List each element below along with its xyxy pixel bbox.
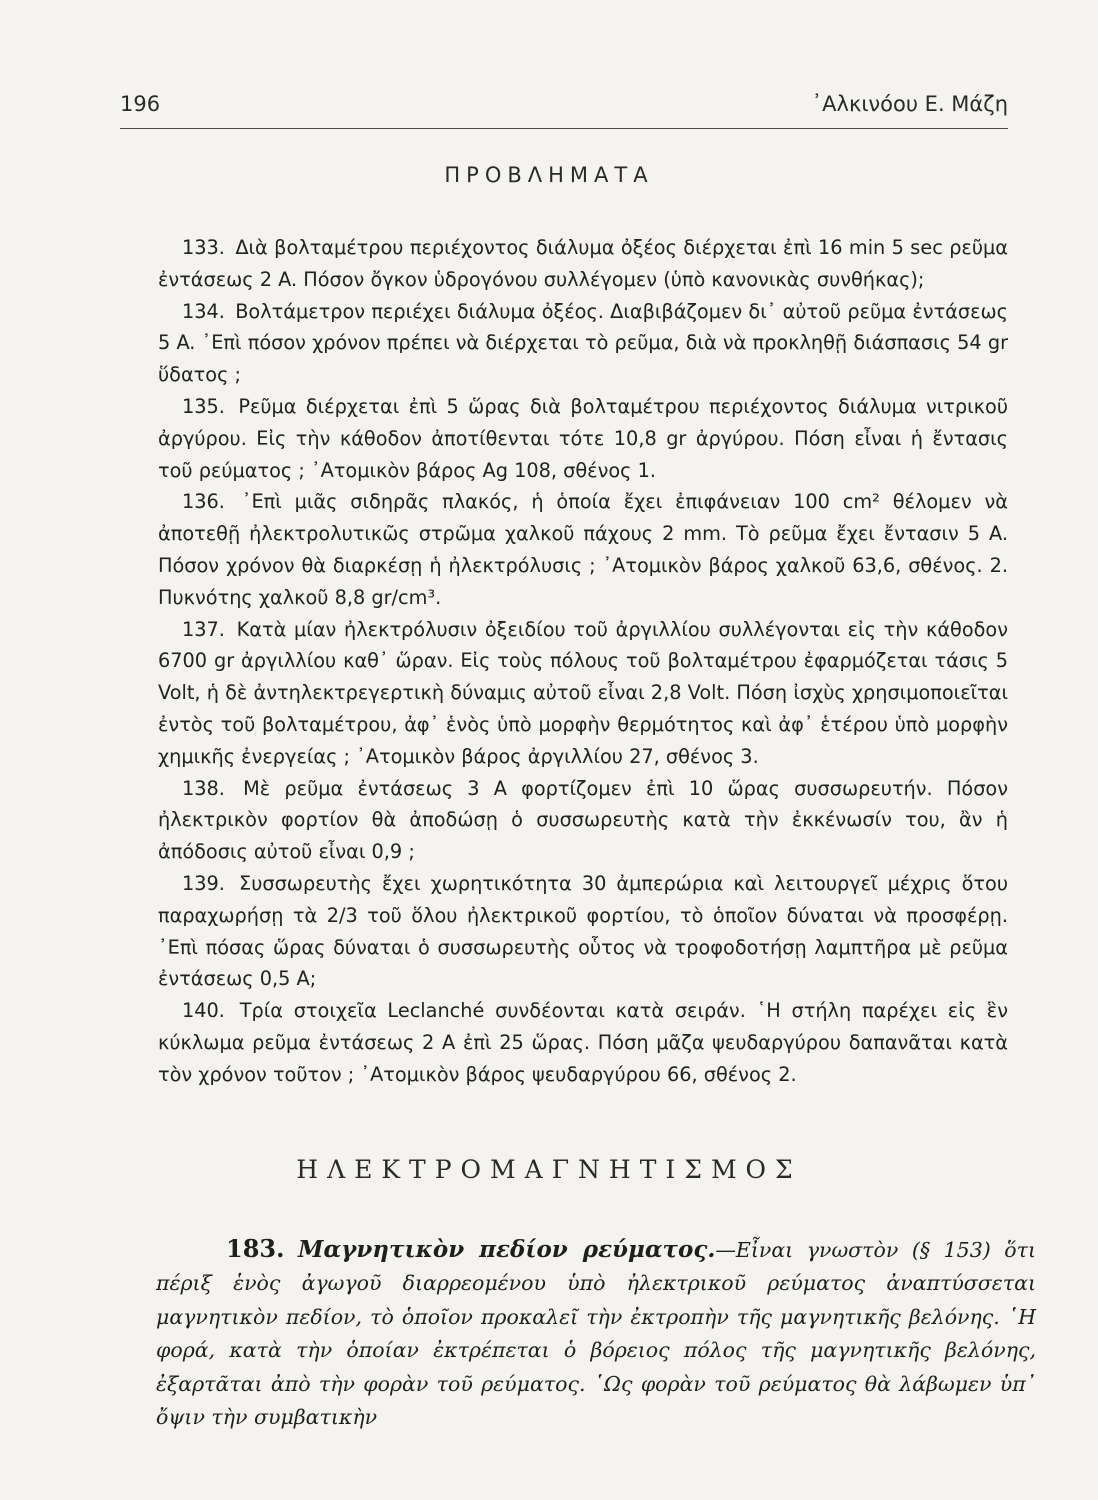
section-title: ΠΡΟΒΛΗΜΑΤΑ <box>444 163 654 187</box>
problem-number: 137. <box>182 617 225 641</box>
problem-number: 134. <box>182 299 225 323</box>
problem-text: Συσσωρευτὴς ἔχει χωρητικότητα 30 ἀμπερώρια καὶ λειτουργεῖ μέχρις ὅτου παραχωρήσῃ τὰ 2/3 τοῦ ὅλου ἠλεκτρικοῦ φορτίου, τὸ ὁποῖον δύναται νὰ προσφέρῃ. ᾿Επὶ πόσας ὥρας δύναται ὁ συσσωρευτὴς οὗτος νὰ τροφοδοτήσῃ λαμπτῆρα μὲ ρεῦμα ἐντάσεως 0,5 A; <box>158 871 1008 991</box>
page-header <box>120 86 1008 126</box>
problem-text: Βολτάμετρον περιέχει διάλυμα ὀξέος. Διαβιβάζομεν δι᾿ αὐτοῦ ρεῦμα ἐντάσεως 5 A. ᾿Επὶ πόσον χρόνον πρέπει νὰ διέρχεται τὸ ρεῦμα, διὰ νὰ προκληθῇ διάσπασις 54 gr ὕδατος ; <box>158 299 1008 387</box>
problem-number: 140. <box>182 999 225 1023</box>
page-number: 196 <box>120 92 161 116</box>
section-paragraph <box>156 1232 1036 1434</box>
problem-number: 135. <box>182 394 225 418</box>
problem-text: Διὰ βολταμέτρου περιέχοντος διάλυμα ὀξέος διέρχεται ἐπὶ 16 min 5 sec ρεῦμα ἐντάσεως 2 A. Πόσον ὄγκον ὑδρογόνου συλλέγομεν (ὑπὸ κανονικὰς συνθήκας); <box>158 236 1008 291</box>
problem-list <box>158 232 1008 1091</box>
problem-number: 136. <box>182 490 225 514</box>
problem-item <box>158 773 1008 868</box>
section-body: Εἶναι γνωστὸν (§ 153) ὅτι πέριξ ἑνὸς ἀγωγοῦ διαρρεομένου ὑπὸ ἠλεκτρικοῦ ρεύματος ἀναπτύσσεται μαγνητικὸν πεδίον, τὸ ὁποῖον προκαλεῖ τὴν ἐκτροπὴν τῆς μαγνητικῆς βελόνης. ῾Η φορά, κατὰ τὴν ὁποίαν ἐκτρέπεται ὁ βόρειος πόλος τῆς μαγνητικῆς βελόνης, ἐξαρτᾶται ἀπὸ τὴν φορὰν τοῦ ρεύματος. ῾Ως φορὰν τοῦ ρεύματος θὰ λάβωμεν ὑπ᾿ ὄψιν τὴν συμβατικὴν <box>156 1238 1036 1430</box>
problem-item <box>158 232 1008 296</box>
problem-text: ᾿Επὶ μιᾶς σιδηρᾶς πλακός, ἡ ὁποία ἔχει ἐπιφάνειαν 100 cm² θέλομεν νὰ ἀποτεθῇ ἠλεκτρολυτικῶς στρῶμα χαλκοῦ πάχους 2 mm. Τὸ ρεῦμα ἔχει ἔντασιν 5 A. Πόσον χρόνον θὰ διαρκέσῃ ἡ ἠλεκτρόλυσις ; ᾿Ατομικὸν βάρος χαλκοῦ 63,6, σθένος. 2. Πυκνότης χαλκοῦ 8,8 gr/cm³. <box>158 490 1008 609</box>
problem-item <box>158 486 1008 613</box>
section-number: 183. <box>226 1234 285 1263</box>
problem-text: Ρεῦμα διέρχεται ἐπὶ 5 ὥρας διὰ βολταμέτρου περιέχοντος διάλυμα νιτρικοῦ ἀργύρου. Εἰς τὴν κάθοδον ἀποτίθενται τότε 10,8 gr ἀργύρου. Πόση εἶναι ἡ ἔντασις τοῦ ρεύματος ; ᾿Ατομικὸν βάρος Ag 108, σθένος 1. <box>158 394 1008 482</box>
problem-number: 139. <box>182 871 225 895</box>
problem-item <box>158 614 1008 773</box>
section-dash: — <box>715 1238 736 1262</box>
running-title: ᾿Αλκινόου Ε. Μάζη <box>811 92 1008 116</box>
problem-item <box>158 868 1008 995</box>
problem-item <box>158 995 1008 1090</box>
problem-number: 138. <box>182 776 225 800</box>
problem-text: Κατὰ μίαν ἠλεκτρόλυσιν ὀξειδίου τοῦ ἀργιλλίου συλλέγονται εἰς τὴν κάθοδον 6700 gr ἀργιλλίου καθ᾿ ὥραν. Εἰς τοὺς πόλους τοῦ βολταμέτρου ἐφαρμόζεται τάσις 5 Volt, ἡ δὲ ἀντηλεκτρεγερτικὴ δύναμις αὐτοῦ εἶναι 2,8 Volt. Πόση ἰσχὺς χρησιμοποιεῖται ἐντὸς τοῦ βολταμέτρου, ἀφ᾿ ἑνὸς ὑπὸ μορφὴν θερμότητος καὶ ἀφ᾿ ἑτέρου ὑπὸ μορφὴν χημικῆς ἐνεργείας ; ᾿Ατομικὸν βάρος ἀργιλλίου 27, σθένος 3. <box>158 617 1008 768</box>
problem-number: 133. <box>182 236 225 259</box>
problem-item <box>158 391 1008 486</box>
section-heading: Μαγνητικὸν πεδίον ρεύματος. <box>297 1236 716 1263</box>
problem-text: Μὲ ρεῦμα ἐντάσεως 3 A φορτίζομεν ἐπὶ 10 ὥρας συσσωρευτήν. Πόσον ἠλεκτρικὸν φορτίον θὰ ἀποδώσῃ ὁ συσσωρευτὴς κατὰ τὴν ἐκκένωσίν του, ἂν ἡ ἀπόδοσις αὐτοῦ εἶναι 0,9 ; <box>158 776 1008 864</box>
header-rule <box>120 128 1008 129</box>
problem-text: Τρία στοιχεῖα Leclanché συνδέονται κατὰ σειράν. ῾Η στήλη παρέχει εἰς ἓν κύκλωμα ρεῦμα ἐντάσεως 2 A ἐπὶ 25 ὥρας. Πόση μᾶζα ψευδαργύρου δαπανᾶται κατὰ τὸν χρόνον τοῦτον ; ᾿Ατομικὸν βάρος ψευδαργύρου 66, σθένος 2. <box>158 999 1008 1086</box>
problem-item <box>158 296 1008 391</box>
chapter-title: ΗΛΕΚΤΡΟΜΑΓΝΗΤΙΣΜΟΣ <box>296 1155 802 1184</box>
section-183 <box>156 1232 1036 1434</box>
